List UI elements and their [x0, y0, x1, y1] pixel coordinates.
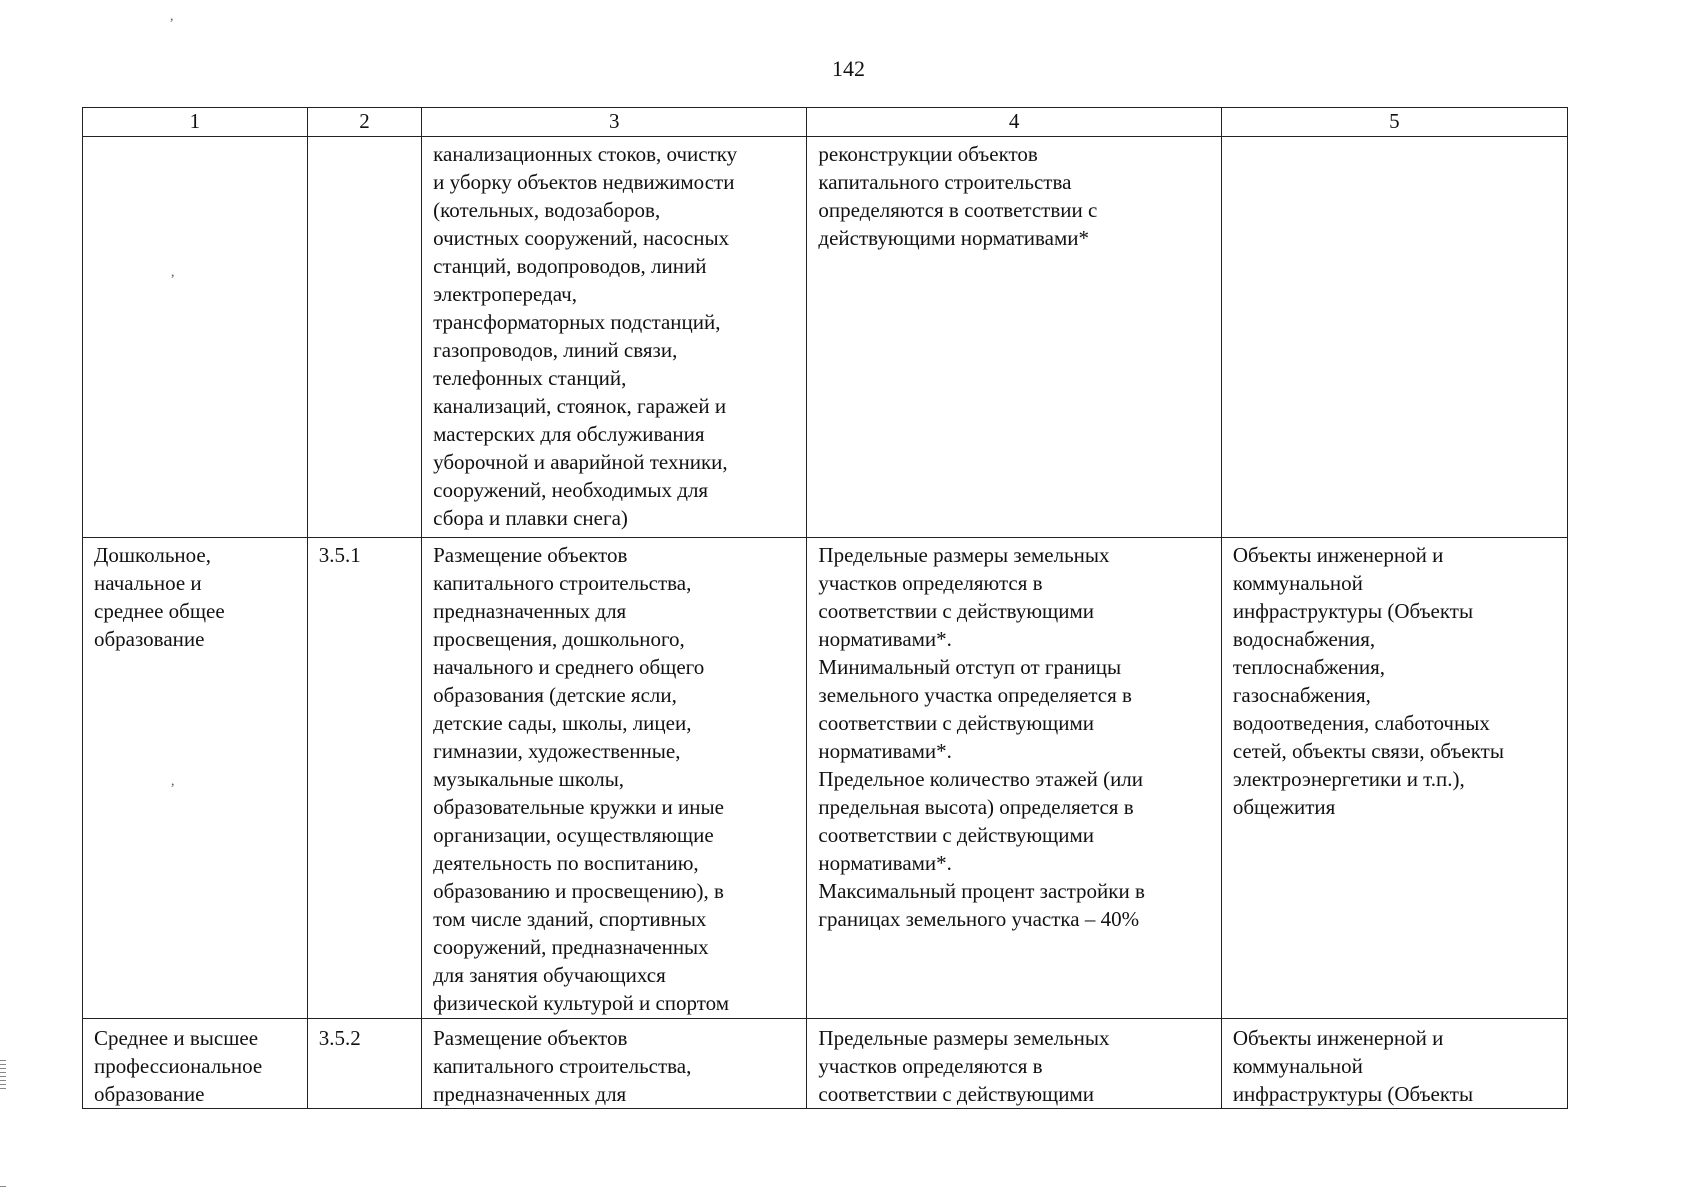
column-number-2: 2: [307, 108, 421, 137]
regulations-table: [82, 107, 1568, 1109]
use-code-cell: 3.5.1: [307, 538, 421, 1019]
use-code-cell: 3.5.2: [307, 1019, 421, 1109]
use-name-cell: Дошкольное, начальное и среднее общее образование: [83, 538, 308, 1019]
table-row: [83, 137, 1568, 538]
use-code-cell: [307, 137, 421, 538]
column-number-3: 3: [422, 108, 807, 137]
column-number-4: 4: [807, 108, 1221, 137]
scan-edge-marks: [0, 1060, 6, 1090]
scan-speck: ,: [171, 265, 175, 280]
parameters-cell: Предельные размеры земельных участков определяются в соответствии с действующими: [807, 1019, 1221, 1109]
use-name-cell: Среднее и высшее профессиональное образование: [83, 1019, 308, 1109]
table-row: [83, 1019, 1568, 1109]
column-number-row: [83, 108, 1568, 137]
scan-edge-tick: [0, 1186, 6, 1187]
column-number-1: 1: [83, 108, 308, 137]
auxiliary-uses-cell: Объекты инженерной и коммунальной инфраструктуры (Объекты водоснабжения, теплоснабжения, газоснабжения, водоотведения, слаботочных сетей, объекты связи, объекты электроэнергетики и т.п.), общежития: [1221, 538, 1567, 1019]
scan-speck: ,: [171, 774, 175, 789]
auxiliary-uses-cell: Объекты инженерной и коммунальной инфраструктуры (Объекты: [1221, 1019, 1567, 1109]
use-description-cell: Размещение объектов капитального строительства, предназначенных для: [422, 1019, 807, 1109]
scan-speck: ,: [170, 9, 174, 24]
use-description-cell: Размещение объектов капитального строительства, предназначенных для просвещения, дошкольного, начального и среднего общего образования (детские ясли, детские сады, школы, лицеи, гимназии, художественные, музыкальные школы, образовательные кружки и иные организации, осуществляющие деятельность по воспитанию, образованию и просвещению), в том числе зданий, спортивных сооружений, предназначенных для занятия обучающихся физической культурой и спортом: [422, 538, 807, 1019]
auxiliary-uses-cell: [1221, 137, 1567, 538]
parameters-cell: реконструкции объектов капитального строительства определяются в соответствии с действующими нормативами*: [807, 137, 1221, 538]
use-name-cell: [83, 137, 308, 538]
parameters-cell: Предельные размеры земельных участков определяются в соответствии с действующими нормативами*. Минимальный отступ от границы земельного участка определяется в соответствии с действующими нормативами*. Предельное количество этажей (или предельная высота) определяется в соответствии с действующими нормативами*. Максимальный процент застройки в границах земельного участка – 40%: [807, 538, 1221, 1019]
page-number: 142: [832, 56, 865, 81]
table-row: [83, 538, 1568, 1019]
use-description-cell: канализационных стоков, очистку и уборку объектов недвижимости (котельных, водозаборов, очистных сооружений, насосных станций, водопроводов, линий электропередач, трансформаторных подстанций, газопроводов, линий связи, телефонных станций, канализаций, стоянок, гаражей и мастерских для обслуживания уборочной и аварийной техники, сооружений, необходимых для сбора и плавки снега): [422, 137, 807, 538]
column-number-5: 5: [1221, 108, 1567, 137]
